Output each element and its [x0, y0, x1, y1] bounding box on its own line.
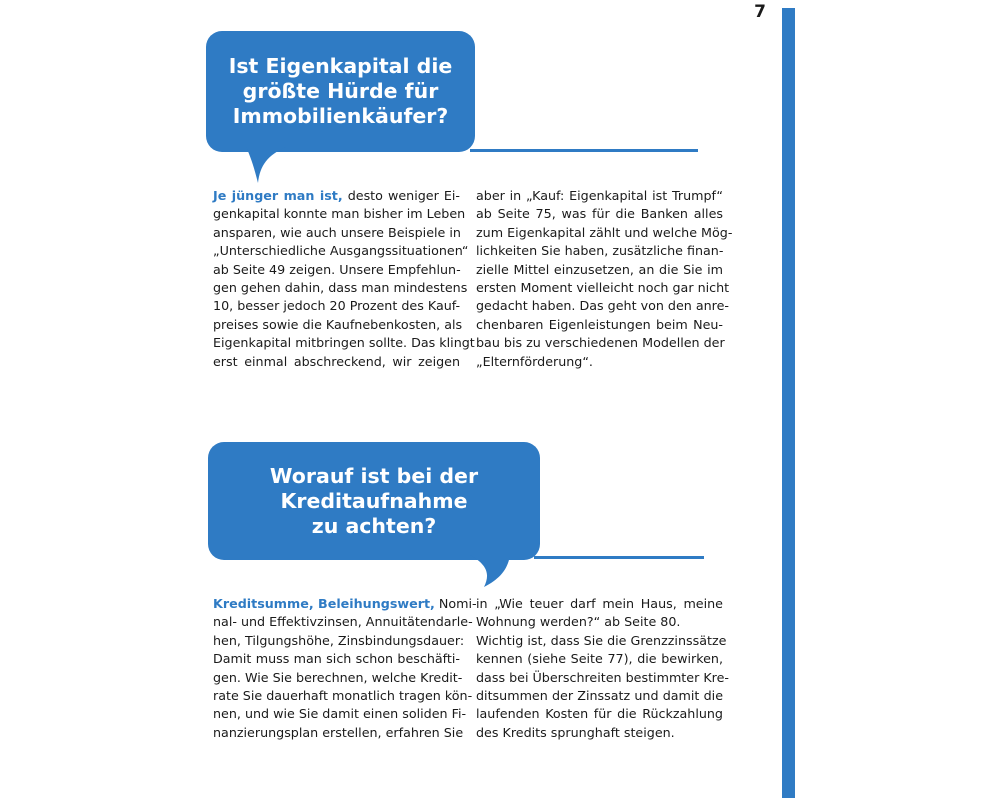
body-line: gedacht haben. Das geht von den anre-: [476, 298, 730, 314]
body-line: ansparen, wie auch unsere Beispiele in: [213, 224, 461, 240]
body-line: bau bis zu verschiedenen Modellen der: [476, 335, 725, 351]
body-line: „Elternförderung“.: [476, 353, 593, 369]
body-line: preises sowie die Kaufnebenkosten, als: [213, 316, 463, 332]
body-line: dass bei Überschreiten bestimmter Kre-: [476, 669, 729, 685]
body-line: des Kredits sprunghaft steigen.: [476, 724, 675, 740]
lead-phrase: Je jünger man ist,: [213, 188, 343, 203]
body-line: laufenden Kosten für die Rückzahlung: [476, 706, 723, 722]
body-line: ab Seite 49 zeigen. Unsere Empfehlun-: [213, 261, 461, 277]
body-line: zielle Mittel einzusetzen, an die Sie im: [476, 261, 723, 277]
heading-line: Immobilienkäufer?: [232, 104, 449, 128]
body-line: Kreditsumme, Beleihungswert, Nomi-: [213, 596, 477, 611]
body-line: lichkeiten Sie haben, zusätzliche finan-: [476, 243, 724, 259]
body-line: Wichtig ist, dass Sie die Grenzzinssätze: [476, 632, 727, 648]
body-line: gen. Wie Sie berechnen, welche Kredit-: [213, 669, 463, 685]
body-line: „Unterschiedliche Ausgangssituationen“: [213, 243, 469, 259]
lead-phrase: Kreditsumme, Beleihungswert,: [213, 596, 435, 611]
body-line: chenbaren Eigenleistungen beim Neu-: [476, 316, 723, 332]
body-line: nal- und Effektivzinsen, Annuitätendarle-: [213, 614, 473, 630]
heading-line: Worauf ist bei der: [269, 463, 479, 488]
margin-accent-bar: [782, 8, 795, 798]
body-line: hen, Tilgungshöhe, Zinsbindungsdauer:: [213, 632, 465, 648]
body-line: nen, und wie Sie damit einen soliden Fi-: [213, 706, 467, 722]
body-line: Damit muss man sich schon beschäfti-: [213, 651, 460, 667]
body-line: aber in „Kauf: Eigenkapital ist Trumpf“: [476, 188, 723, 203]
body-line: 10, besser jedoch 20 Prozent des Kauf-: [213, 298, 461, 314]
body-line: nanzierungsplan erstellen, erfahren Sie: [213, 724, 464, 740]
body-line: kennen (siehe Seite 77), die bewirken,: [476, 651, 723, 667]
body-column-left: [213, 595, 477, 742]
body-line: ditsummen der Zinssatz und damit die: [476, 688, 723, 704]
section-heading: [270, 464, 478, 539]
heading-underline: [470, 149, 698, 152]
body-line: ab Seite 75, was für die Banken alles: [476, 206, 723, 222]
speech-bubble-tail: [246, 149, 306, 189]
body-line: Wohnung werden?“ ab Seite 80.: [476, 614, 681, 630]
heading-line: zu achten?: [311, 513, 437, 538]
body-column-left: [213, 187, 475, 371]
body-line: erst einmal abschreckend, wir zeigen: [213, 353, 460, 369]
page-number: 7: [754, 2, 766, 22]
body-line: rate Sie dauerhaft monatlich tragen kön-: [213, 688, 473, 704]
heading-line: Kreditaufnahme: [280, 488, 468, 513]
body-line: in „Wie teuer darf mein Haus, meine: [476, 596, 723, 611]
heading-line: größte Hürde für: [242, 79, 439, 103]
body-line: ersten Moment vielleicht noch gar nicht: [476, 280, 730, 296]
body-column-right: [476, 595, 729, 742]
section-heading: [229, 54, 453, 129]
heading-line: Ist Eigenkapital die: [228, 54, 453, 78]
section-heading-bubble: [208, 442, 540, 560]
body-line: genkapital konnte man bisher im Leben: [213, 206, 466, 222]
body-line: gen gehen dahin, dass man mindestens: [213, 280, 468, 296]
body-column-right: [476, 187, 733, 371]
speech-bubble-tail: [470, 557, 530, 597]
body-line: zum Eigenkapital zählt und welche Mög-: [476, 224, 733, 240]
heading-underline: [534, 556, 704, 559]
body-line: Je jünger man ist, desto weniger Ei-: [213, 188, 460, 203]
body-line: Eigenkapital mitbringen sollte. Das klingt: [213, 335, 475, 351]
section-heading-bubble: [206, 31, 475, 152]
